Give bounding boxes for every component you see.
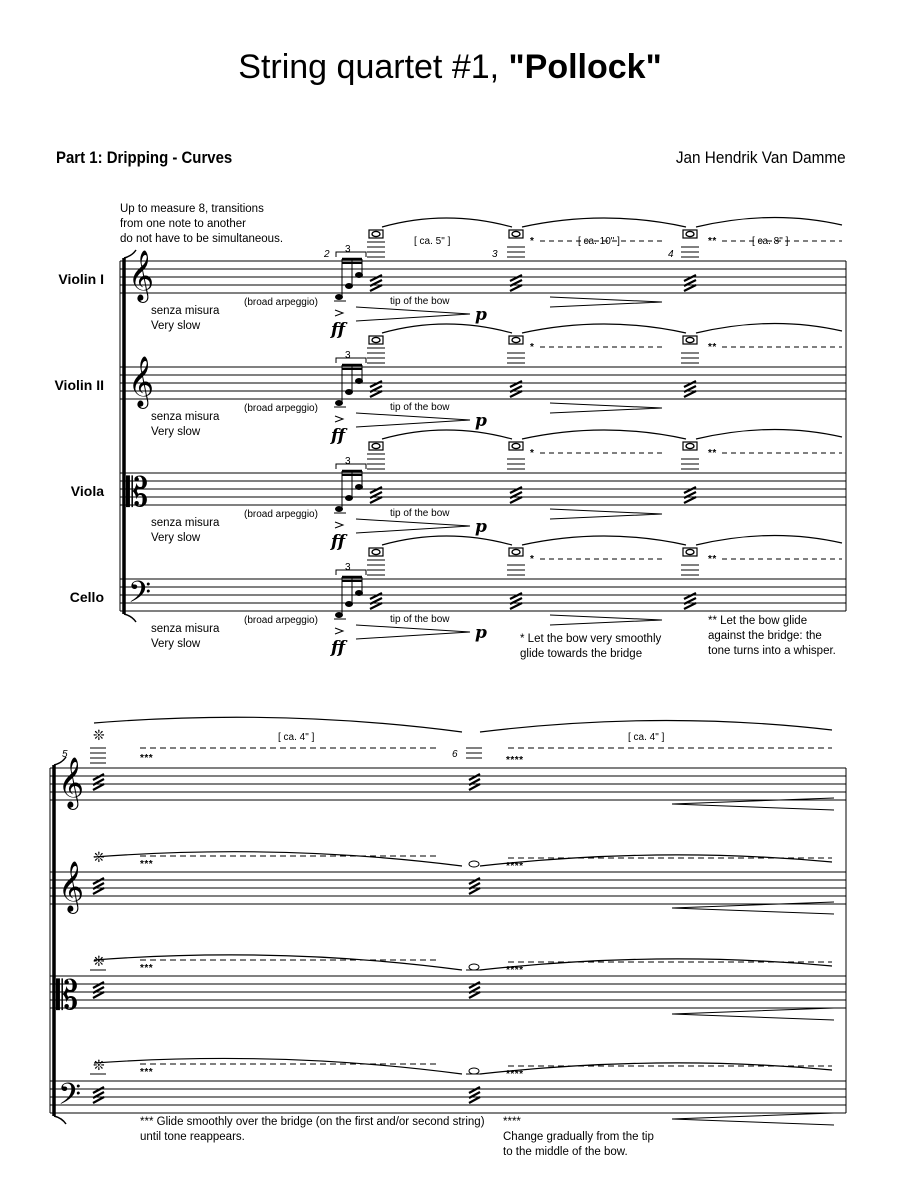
duration-label-m3: [ ca. 10" ] — [578, 236, 620, 247]
alto-clef-icon: 𝄡 — [126, 470, 149, 516]
svg-text:❊: ❊ — [93, 954, 105, 970]
technique-mark: ** — [708, 554, 717, 565]
tempo-marking: Very slow — [151, 638, 201, 650]
treble-clef-icon: 𝄞 — [58, 861, 85, 912]
composer-name: Jan Hendrik Van Damme — [676, 148, 846, 167]
technique-mark: * — [530, 342, 535, 353]
tempo-marking: senza misura — [151, 305, 220, 317]
measure-number-6: 6 — [452, 749, 458, 760]
dynamic-p: p — [475, 623, 487, 643]
arpeggio-instruction: (broad arpeggio) — [244, 615, 318, 626]
dynamic-ff: ff — [331, 320, 346, 340]
treble-clef-icon: 𝄞 — [128, 356, 155, 407]
measure-number-3: 3 — [492, 249, 498, 260]
technique-mark: ** — [708, 236, 717, 247]
treble-clef-icon: 𝄞 — [128, 250, 155, 301]
bowing-instruction: tip of the bow — [390, 402, 450, 413]
tempo-marking: Very slow — [151, 320, 201, 332]
technique-mark: ** — [708, 342, 717, 353]
footnote-3: *** Glide smoothly over the bridge (on the first and/or second string) until tone reappears. — [140, 1116, 485, 1143]
bass-clef-icon: 𝄢 — [58, 1078, 82, 1119]
dynamic-p: p — [475, 305, 487, 325]
duration-label-m6: [ ca. 4" ] — [628, 732, 665, 743]
tuplet-number: 3 — [345, 562, 351, 573]
tempo-marking: senza misura — [151, 517, 220, 529]
bowing-instruction: tip of the bow — [390, 296, 450, 307]
measure-number-4: 4 — [668, 249, 674, 260]
technique-mark: **** — [506, 1069, 524, 1080]
tuplet-number: 3 — [345, 350, 351, 361]
dynamic-ff: ff — [331, 532, 346, 552]
bass-clef-icon: 𝄢 — [128, 576, 152, 617]
intro-note: Up to measure 8, transitions from one note to another do not have to be simultaneous. — [120, 203, 284, 245]
duration-label-m5: [ ca. 4" ] — [278, 732, 315, 743]
measure-number-2: 2 — [324, 249, 330, 260]
footnote-2: ** Let the bow glide against the bridge: the tone turns into a whisper. — [708, 615, 836, 657]
svg-text:❊: ❊ — [93, 1058, 105, 1074]
arpeggio-instruction: (broad arpeggio) — [244, 509, 318, 520]
dynamic-ff: ff — [331, 426, 346, 446]
tuplet-number: 3 — [345, 456, 351, 467]
footnote-1: * Let the bow very smoothly glide towards the bridge — [520, 633, 662, 660]
technique-mark: ** — [708, 448, 717, 459]
treble-clef-icon: 𝄞 — [58, 757, 85, 808]
technique-mark: * — [530, 236, 535, 247]
technique-mark: * — [530, 554, 535, 565]
tempo-marking: senza misura — [151, 623, 220, 635]
technique-mark: *** — [140, 753, 154, 764]
tempo-marking: senza misura — [151, 411, 220, 423]
dynamic-ff: ff — [331, 638, 346, 658]
bowing-instruction: tip of the bow — [390, 614, 450, 625]
footnote-4: **** Change gradually from the tip to the middle of the bow. — [503, 1116, 654, 1158]
tempo-marking: Very slow — [151, 532, 201, 544]
technique-mark: *** — [140, 859, 154, 870]
svg-text:❊: ❊ — [93, 850, 105, 866]
tuplet-number: 3 — [345, 244, 351, 255]
technique-mark: *** — [140, 1067, 154, 1078]
arpeggio-instruction: (broad arpeggio) — [244, 403, 318, 414]
instrument-label-viola: Viola — [70, 483, 104, 499]
technique-mark: * — [530, 448, 535, 459]
technique-mark: **** — [506, 965, 524, 976]
arpeggio-instruction: (broad arpeggio) — [244, 297, 318, 308]
svg-text:❊: ❊ — [93, 728, 105, 744]
technique-mark: *** — [140, 963, 154, 974]
tempo-marking: Very slow — [151, 426, 201, 438]
bowing-instruction: tip of the bow — [390, 508, 450, 519]
instrument-label-violin-1: Violin I — [58, 271, 104, 287]
technique-mark: **** — [506, 861, 524, 872]
measure-number-5: 5 — [62, 749, 68, 760]
instrument-label-cello: Cello — [69, 589, 104, 605]
alto-clef-icon: 𝄡 — [56, 973, 79, 1019]
part-title: Part 1: Dripping - Curves — [56, 148, 233, 167]
duration-label-m2: [ ca. 5" ] — [414, 236, 451, 247]
dynamic-p: p — [475, 411, 487, 431]
instrument-label-violin-2: Violin II — [54, 377, 104, 393]
piece-title: String quartet #1, "Pollock" — [238, 48, 662, 86]
duration-label-m4: [ ca. 8" ] — [752, 236, 789, 247]
dynamic-p: p — [475, 517, 487, 537]
technique-mark: **** — [506, 755, 524, 766]
